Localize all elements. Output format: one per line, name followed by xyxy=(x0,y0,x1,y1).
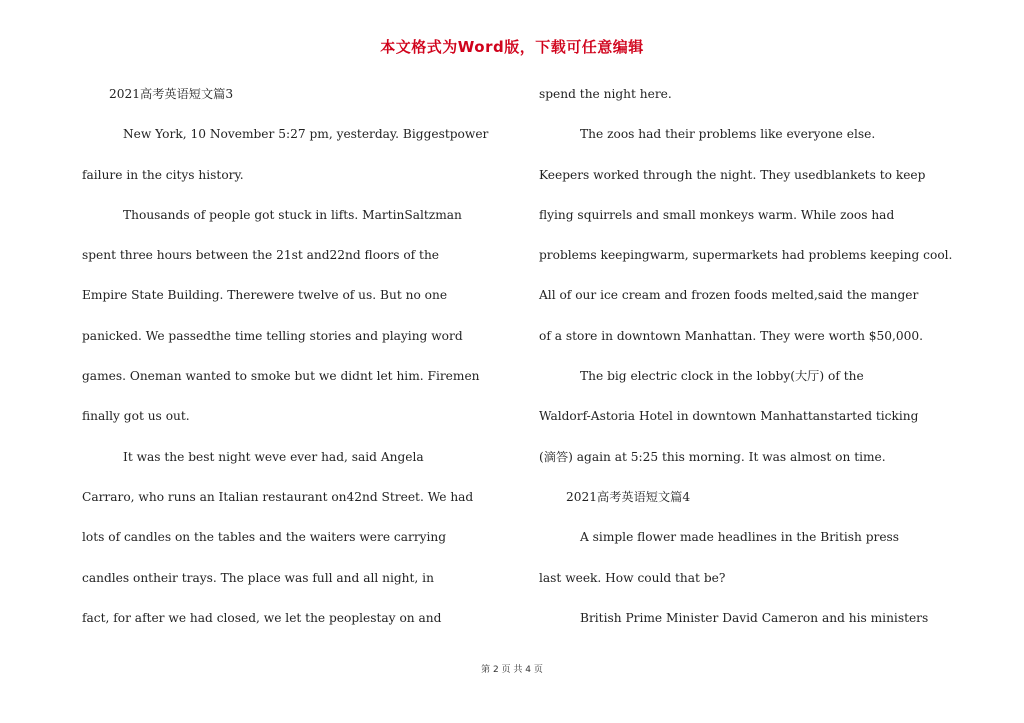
text-line: games. Oneman wanted to smoke but we didnt let him. Firemen xyxy=(82,369,480,384)
right-column xyxy=(539,80,969,644)
document-banner: 本文格式为Word版，下载可任意编辑 xyxy=(380,38,644,56)
text-line: Empire State Building. Therewere twelve of us. But no one xyxy=(82,288,448,303)
page-number-footer: 第 2 页 共 4 页 xyxy=(481,665,543,675)
text-line: Waldorf-Astoria Hotel in downtown Manhattanstarted ticking xyxy=(539,409,919,424)
text-line: A simple flower made headlines in the British press xyxy=(580,530,900,545)
text-line: British Prime Minister David Cameron and his ministers xyxy=(580,610,929,625)
text-line: spent three hours between the 21st and22nd floors of the xyxy=(82,248,440,263)
section-heading: 2021高考英语短文篇4 xyxy=(566,489,691,504)
left-column xyxy=(82,80,507,644)
text-line: finally got us out. xyxy=(82,409,190,424)
text-line: panicked. We passedthe time telling stories and playing word xyxy=(82,328,463,343)
text-line: of a store in downtown Manhattan. They were worth $50,000. xyxy=(539,328,924,343)
text-line: Thousands of people got stuck in lifts. MartinSaltzman xyxy=(123,207,462,222)
text-line: The zoos had their problems like everyone else. xyxy=(580,127,876,142)
text-line: lots of candles on the tables and the waiters were carrying xyxy=(82,530,447,545)
text-line: All of our ice cream and frozen foods melted,said the manger xyxy=(539,288,919,303)
text-line: candles ontheir trays. The place was full and all night, in xyxy=(82,570,434,585)
section-heading: 2021高考英语短文篇3 xyxy=(109,87,234,101)
text-line: The big electric clock in the lobby(大厅) of the xyxy=(580,369,864,384)
text-line: last week. How could that be? xyxy=(539,570,726,585)
text-line: (滴答) again at 5:25 this morning. It was almost on time. xyxy=(539,449,886,464)
text-line: fact, for after we had closed, we let the peoplestay on and xyxy=(82,610,442,625)
text-line: problems keepingwarm, supermarkets had problems keeping cool. xyxy=(539,248,953,263)
text-line: New York, 10 November 5:27 pm, yesterday. Biggestpower xyxy=(123,127,489,142)
text-line: spend the night here. xyxy=(539,87,672,101)
text-line: Carraro, who runs an Italian restaurant on42nd Street. We had xyxy=(82,489,474,504)
text-line: Keepers worked through the night. They usedblankets to keep xyxy=(539,167,926,182)
text-line: It was the best night weve ever had, said Angela xyxy=(123,449,424,464)
text-line: failure in the citys history. xyxy=(82,167,244,182)
text-line: flying squirrels and small monkeys warm. While zoos had xyxy=(539,207,895,222)
